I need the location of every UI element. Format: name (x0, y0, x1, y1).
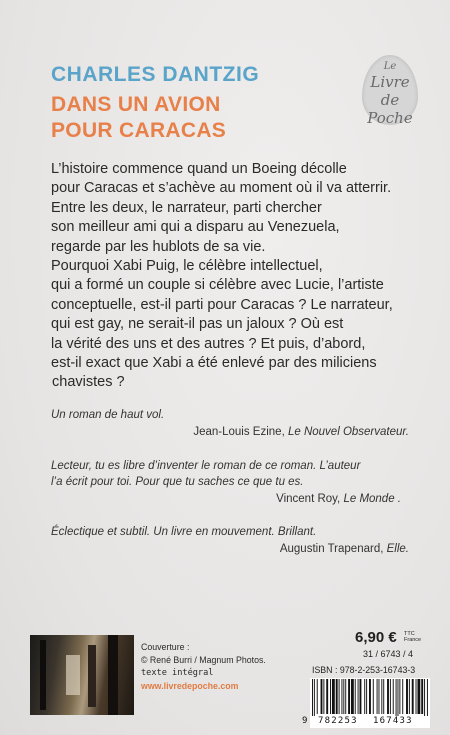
logo-livre: Livre (370, 73, 410, 91)
synopsis-line: pour Caracas et s’achève au moment où il va atterrir. (51, 180, 392, 197)
barcode-bar (424, 679, 425, 716)
barcode-bar (348, 679, 350, 714)
barcode-bar (336, 679, 338, 714)
barcode-bar (396, 679, 397, 716)
barcode-bar (402, 679, 403, 714)
synopsis-line: Pourquoi Xabi Puig, le célèbre intellectuel, (51, 258, 323, 275)
livre-de-poche-logo (362, 55, 418, 125)
review-quote: Lecteur, tu es libre d’inventer le roman de ce roman. L’auteur (51, 460, 361, 472)
price-country: France (404, 637, 422, 643)
review-source: Elle. (386, 543, 409, 555)
barcode-bar (345, 679, 346, 714)
review-critic: Vincent Roy, (276, 493, 341, 505)
price: 6,90 € (355, 629, 397, 646)
book-title (51, 92, 226, 144)
barcode-bar (364, 679, 365, 714)
review-source: Le Nouvel Observateur. (287, 426, 409, 438)
barcode-bar (421, 679, 423, 714)
review-quote: l’a écrit pour toi. Pour que tu saches ce que tu es. (51, 476, 304, 488)
barcode-bar (383, 679, 384, 714)
synopsis-line: L’histoire commence quand un Boeing décolle (51, 161, 347, 177)
barcode-bar (358, 679, 359, 714)
logo-le: Le (383, 61, 397, 72)
review-critic: Jean-Louis Ezine, (193, 426, 285, 438)
barcode-bar (390, 679, 391, 714)
synopsis-line: regarde par les hublots de sa vie. (51, 238, 266, 255)
barcode-bar (326, 679, 328, 714)
synopsis-line: la vérité des uns et des autres ? Et puis, d’abord, (51, 335, 366, 352)
barcode-bar (360, 679, 362, 714)
barcode-bar (412, 679, 414, 714)
barcode-digits (302, 716, 430, 728)
review-quote: Un roman de haut vol. (51, 409, 165, 421)
synopsis-line: est-il exact que Xabi a été enlevé par des miliciens (51, 355, 377, 372)
barcode-bar (406, 679, 408, 714)
barcode-bar (393, 679, 394, 714)
barcode-bar (343, 679, 344, 714)
synopsis-line: chavistes ? (52, 374, 125, 391)
barcode-bar (341, 679, 342, 714)
credits-texte-integral: texte intégral (141, 668, 214, 678)
title-line-1: DANS UN AVION (51, 93, 221, 116)
barcode-bar (369, 679, 371, 714)
barcode-digits-right: 167433 (373, 716, 413, 726)
barcode (302, 678, 430, 726)
synopsis-line: qui est gay, ne serait-il pas un jaloux ? Où est (51, 316, 344, 333)
review-critic: Augustin Trapenard, (279, 543, 384, 555)
publisher-url: www.livredepoche.com (141, 680, 239, 691)
barcode-bar (409, 679, 410, 714)
isbn: ISBN : 978-2-253-16743-3 (312, 665, 416, 675)
barcode-bar (330, 679, 331, 714)
review-source: Le Monde . (343, 493, 401, 505)
barcode-bar (332, 679, 335, 714)
barcode-bars (310, 678, 430, 716)
barcode-bar (399, 679, 400, 714)
synopsis (51, 160, 431, 393)
cover-photo (30, 635, 134, 715)
barcode-bar (314, 679, 315, 716)
credits-cover-label: Couverture : (141, 642, 190, 652)
barcode-bar (366, 679, 367, 714)
barcode-bar (355, 679, 356, 714)
barcode-bar (416, 679, 417, 714)
barcode-bar (417, 679, 420, 714)
barcode-digit-first: 9 (302, 716, 308, 726)
credits-photographer: © René Burri / Magnum Photos. (141, 654, 266, 665)
barcode-bar (377, 679, 378, 714)
barcode-bar (398, 679, 399, 716)
review-quote: Éclectique et subtil. Un livre en mouvement. Brillant. (51, 526, 317, 538)
barcode-bar (381, 679, 382, 714)
review-attribution (280, 543, 409, 555)
title-line-2: POUR CARACAS (51, 119, 227, 142)
credits (141, 641, 266, 692)
barcode-bar (373, 679, 374, 714)
barcode-bar (323, 679, 324, 714)
barcode-bar (321, 679, 323, 714)
price-ttc: TTC (404, 631, 415, 637)
synopsis-line: conceptuelle, est-il parti pour Caracas ? Le narrateur, (51, 296, 393, 313)
synopsis-line: Entre les deux, le narrateur, parti chercher (51, 199, 322, 216)
synopsis-line: qui a formé un couple si célèbre avec Lucie, l’artiste (51, 277, 384, 294)
price-region (404, 631, 421, 643)
review-attribution (193, 426, 409, 438)
barcode-bar (427, 679, 428, 716)
barcode-bar (351, 679, 354, 714)
logo-poche: de Poche (367, 91, 413, 127)
synopsis-line: son meilleur ami qui a disparu au Venezuela, (51, 219, 340, 236)
barcode-bar (317, 679, 318, 714)
barcode-bar (339, 679, 340, 714)
catalog-reference: 31 / 6743 / 4 (363, 649, 414, 659)
barcode-bar (379, 679, 380, 714)
author-name: CHARLES DANTZIG (51, 63, 260, 86)
barcode-bar (387, 679, 389, 714)
barcode-digits-left: 782253 (318, 716, 358, 726)
review-attribution (276, 493, 401, 505)
barcode-bar (312, 679, 313, 716)
